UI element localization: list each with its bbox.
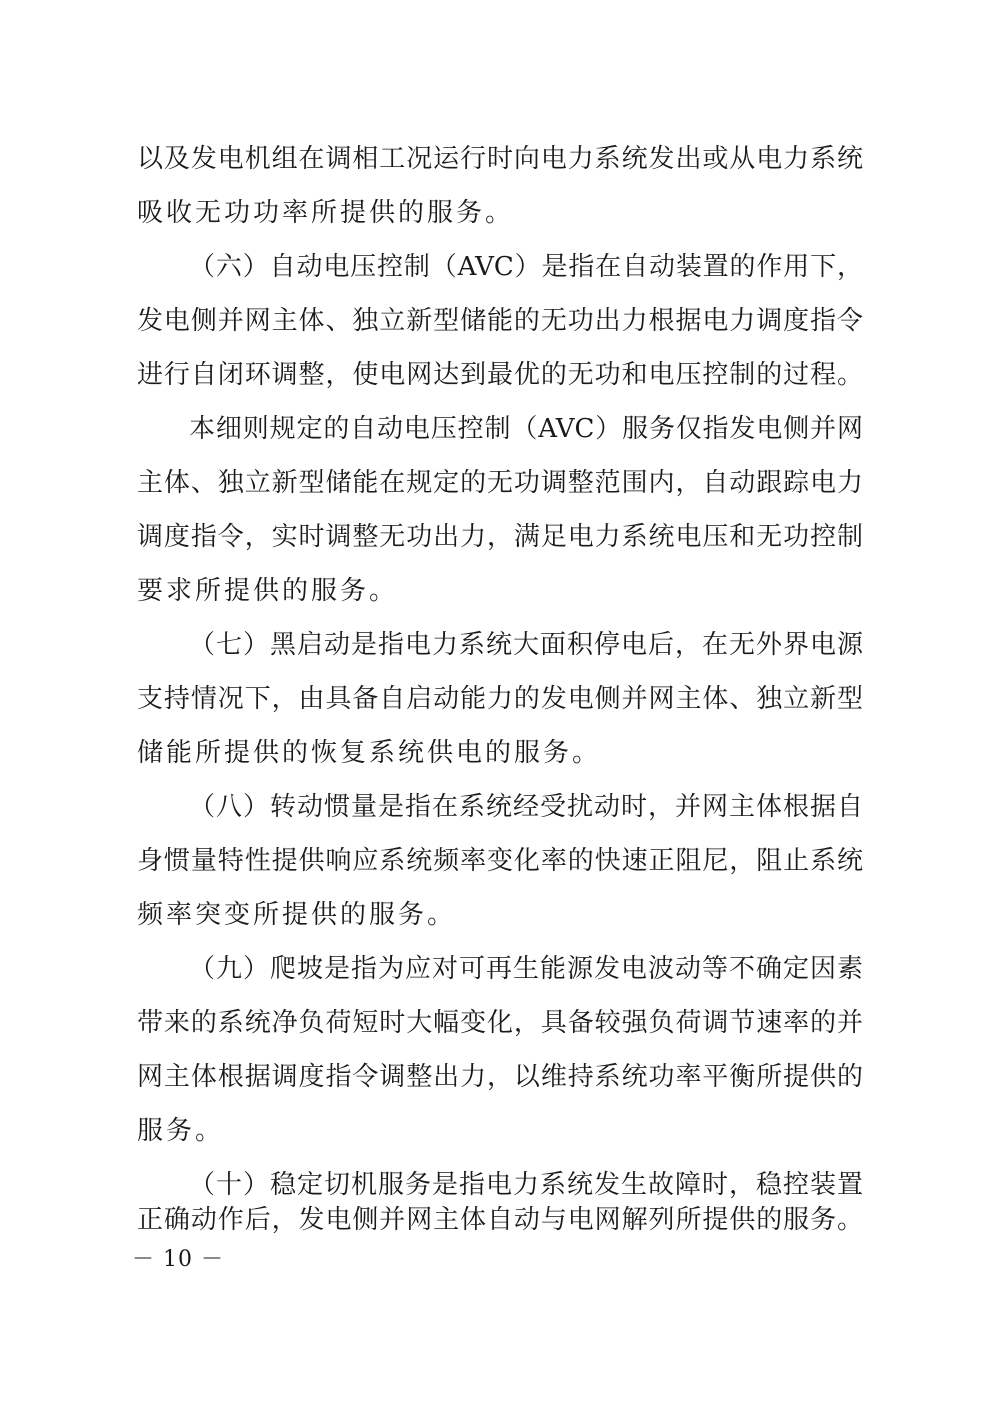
text-line: 储能所提供的恢复系统供电的服务。	[137, 738, 602, 768]
text-line: 频率突变所提供的服务。	[137, 900, 457, 930]
text-line: 主体、独立新型储能在规定的无功调整范围内，自动跟踪电力	[137, 468, 863, 498]
text-line: （七）黑启动是指电力系统大面积停电后，在无外界电源	[189, 630, 863, 660]
text-line: 服务。	[137, 1116, 225, 1146]
text-line: 调度指令，实时调整无功出力，满足电力系统电压和无功控制	[137, 522, 863, 552]
text-line: （六）自动电压控制（AVC）是指在自动装置的作用下，	[189, 252, 863, 282]
text-line: 发电侧并网主体、独立新型储能的无功出力根据电力调度指令	[137, 306, 863, 336]
text-line: 以及发电机组在调相工况运行时向电力系统发出或从电力系统	[137, 144, 863, 174]
text-line: 本细则规定的自动电压控制（AVC）服务仅指发电侧并网	[189, 414, 863, 444]
text-line: 进行自闭环调整，使电网达到最优的无功和电压控制的过程。	[137, 360, 863, 390]
text-line: 带来的系统净负荷短时大幅变化，具备较强负荷调节速率的并	[137, 1008, 863, 1038]
text-line: 身惯量特性提供响应系统频率变化率的快速正阻尼，阻止系统	[137, 846, 863, 876]
text-line: 正确动作后，发电侧并网主体自动与电网解列所提供的服务。	[137, 1205, 863, 1235]
text-line: （十）稳定切机服务是指电力系统发生故障时，稳控装置	[189, 1170, 863, 1200]
page-number: － 10 －	[132, 1247, 224, 1272]
text-line: 吸收无功功率所提供的服务。	[137, 198, 515, 228]
text-line: （八）转动惯量是指在系统经受扰动时，并网主体根据自	[189, 792, 863, 822]
text-line: 要求所提供的服务。	[137, 576, 399, 606]
text-line: 支持情况下，由具备自启动能力的发电侧并网主体、独立新型	[137, 684, 863, 714]
text-line: 网主体根据调度指令调整出力，以维持系统功率平衡所提供的	[137, 1062, 863, 1092]
text-line: （九）爬坡是指为应对可再生能源发电波动等不确定因素	[189, 954, 863, 984]
